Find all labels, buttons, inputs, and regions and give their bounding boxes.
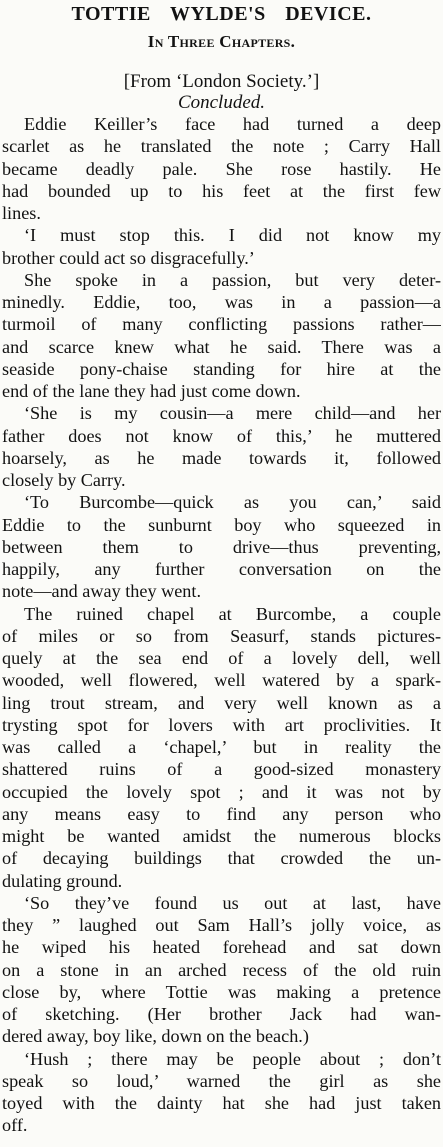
text-line: of decaying buildings that crowded the un-: [2, 848, 441, 869]
text-line: between them to drive—thus preventing,: [2, 536, 441, 557]
article-title: TOTTIE WYLDE'S DEVICE.: [71, 3, 372, 25]
text-line: was called a ‘chapel,’ but in reality the: [2, 737, 441, 757]
text-line: close by, where Tottie was making a pretence: [2, 981, 441, 1002]
text-line: quely at the sea end of a lovely dell, well: [2, 648, 441, 668]
text-line: closely by Carry.: [2, 470, 126, 490]
text-line: ‘So they’ve found us out at last, have: [24, 892, 441, 913]
text-line: hoarsely, as he made towards it, followed: [2, 447, 441, 468]
text-line: and scarce knew what he said. There was a: [2, 336, 441, 357]
text-line: Eddie Keiller’s face had turned a deep: [24, 114, 441, 134]
text-line: dulating ground.: [2, 870, 123, 891]
text-line: off.: [2, 1115, 28, 1136]
text-line: minedly. Eddie, too, was in a passion—a: [2, 292, 441, 312]
text-line: on a stone in an arched recess of the old ruin: [2, 959, 441, 980]
article-subtitle: In Three Chapters.: [147, 32, 296, 51]
article-source: [From ‘London Society.’]: [123, 71, 320, 92]
text-line: toyed with the dainty hat she had just taken: [2, 1093, 441, 1113]
text-line: brother could act so disgracefully.’: [2, 247, 255, 268]
text-line: turmoil of many conflicting passions rather—: [2, 314, 441, 335]
text-line: they ” laughed out Sam Hall’s jolly voice, as: [2, 915, 441, 935]
text-line: wooded, well flowered, well watered by a spark-: [2, 670, 441, 691]
text-line: became deadly pale. She rose hastily. He: [2, 158, 441, 179]
text-line: ‘I must stop this. I did not know my: [24, 225, 441, 246]
text-line: he wiped his heated forehead and sat down: [2, 937, 441, 958]
text-line: seaside pony-chaise standing for hire at the: [2, 358, 441, 379]
text-line: trysting spot for lovers with art proclivities. It: [2, 714, 441, 735]
text-line: ‘She is my cousin—a mere child—and her: [24, 403, 441, 424]
text-line: note—and away they went.: [2, 581, 201, 602]
text-line: ‘Hush ; there may be people about ; don’t: [24, 1048, 441, 1069]
text-line: dered away, boy like, down on the beach.): [2, 1026, 309, 1047]
text-line: The ruined chapel at Burcombe, a couple: [24, 603, 441, 624]
text-line: scarlet as he translated the note ; Carry Hall: [2, 136, 441, 157]
text-line: ling trout stream, and very well known as a: [2, 692, 441, 713]
text-line: might be wanted amidst the numerous blocks: [2, 826, 441, 846]
article-status: Concluded.: [177, 92, 266, 113]
text-line: ‘To Burcombe—quick as you can,’ said: [24, 492, 441, 513]
text-line: of sketching. (Her brother Jack had wan-: [2, 1004, 441, 1024]
text-line: lines.: [2, 203, 41, 223]
text-line: end of the lane they had just come down.: [2, 381, 301, 401]
text-line: had bounded up to his feet at the first few: [2, 180, 441, 201]
text-line: shattered ruins of a good-sized monastery: [2, 759, 441, 780]
text-line: of miles or so from Seasurf, stands pictures-: [2, 625, 441, 646]
text-line: She spoke in a passion, but very deter-: [24, 269, 441, 290]
text-line: occupied the lovely spot ; and it was not by: [2, 781, 441, 802]
text-line: speak so loud,’ warned the girl as she: [2, 1070, 441, 1091]
text-line: Eddie to the sunburnt boy who squeezed in: [2, 514, 441, 535]
text-line: father does not know of this,’ he muttered: [2, 425, 441, 446]
text-line: happily, any further conversation on the: [2, 559, 441, 579]
text-line: any means easy to find any person who: [2, 803, 441, 824]
